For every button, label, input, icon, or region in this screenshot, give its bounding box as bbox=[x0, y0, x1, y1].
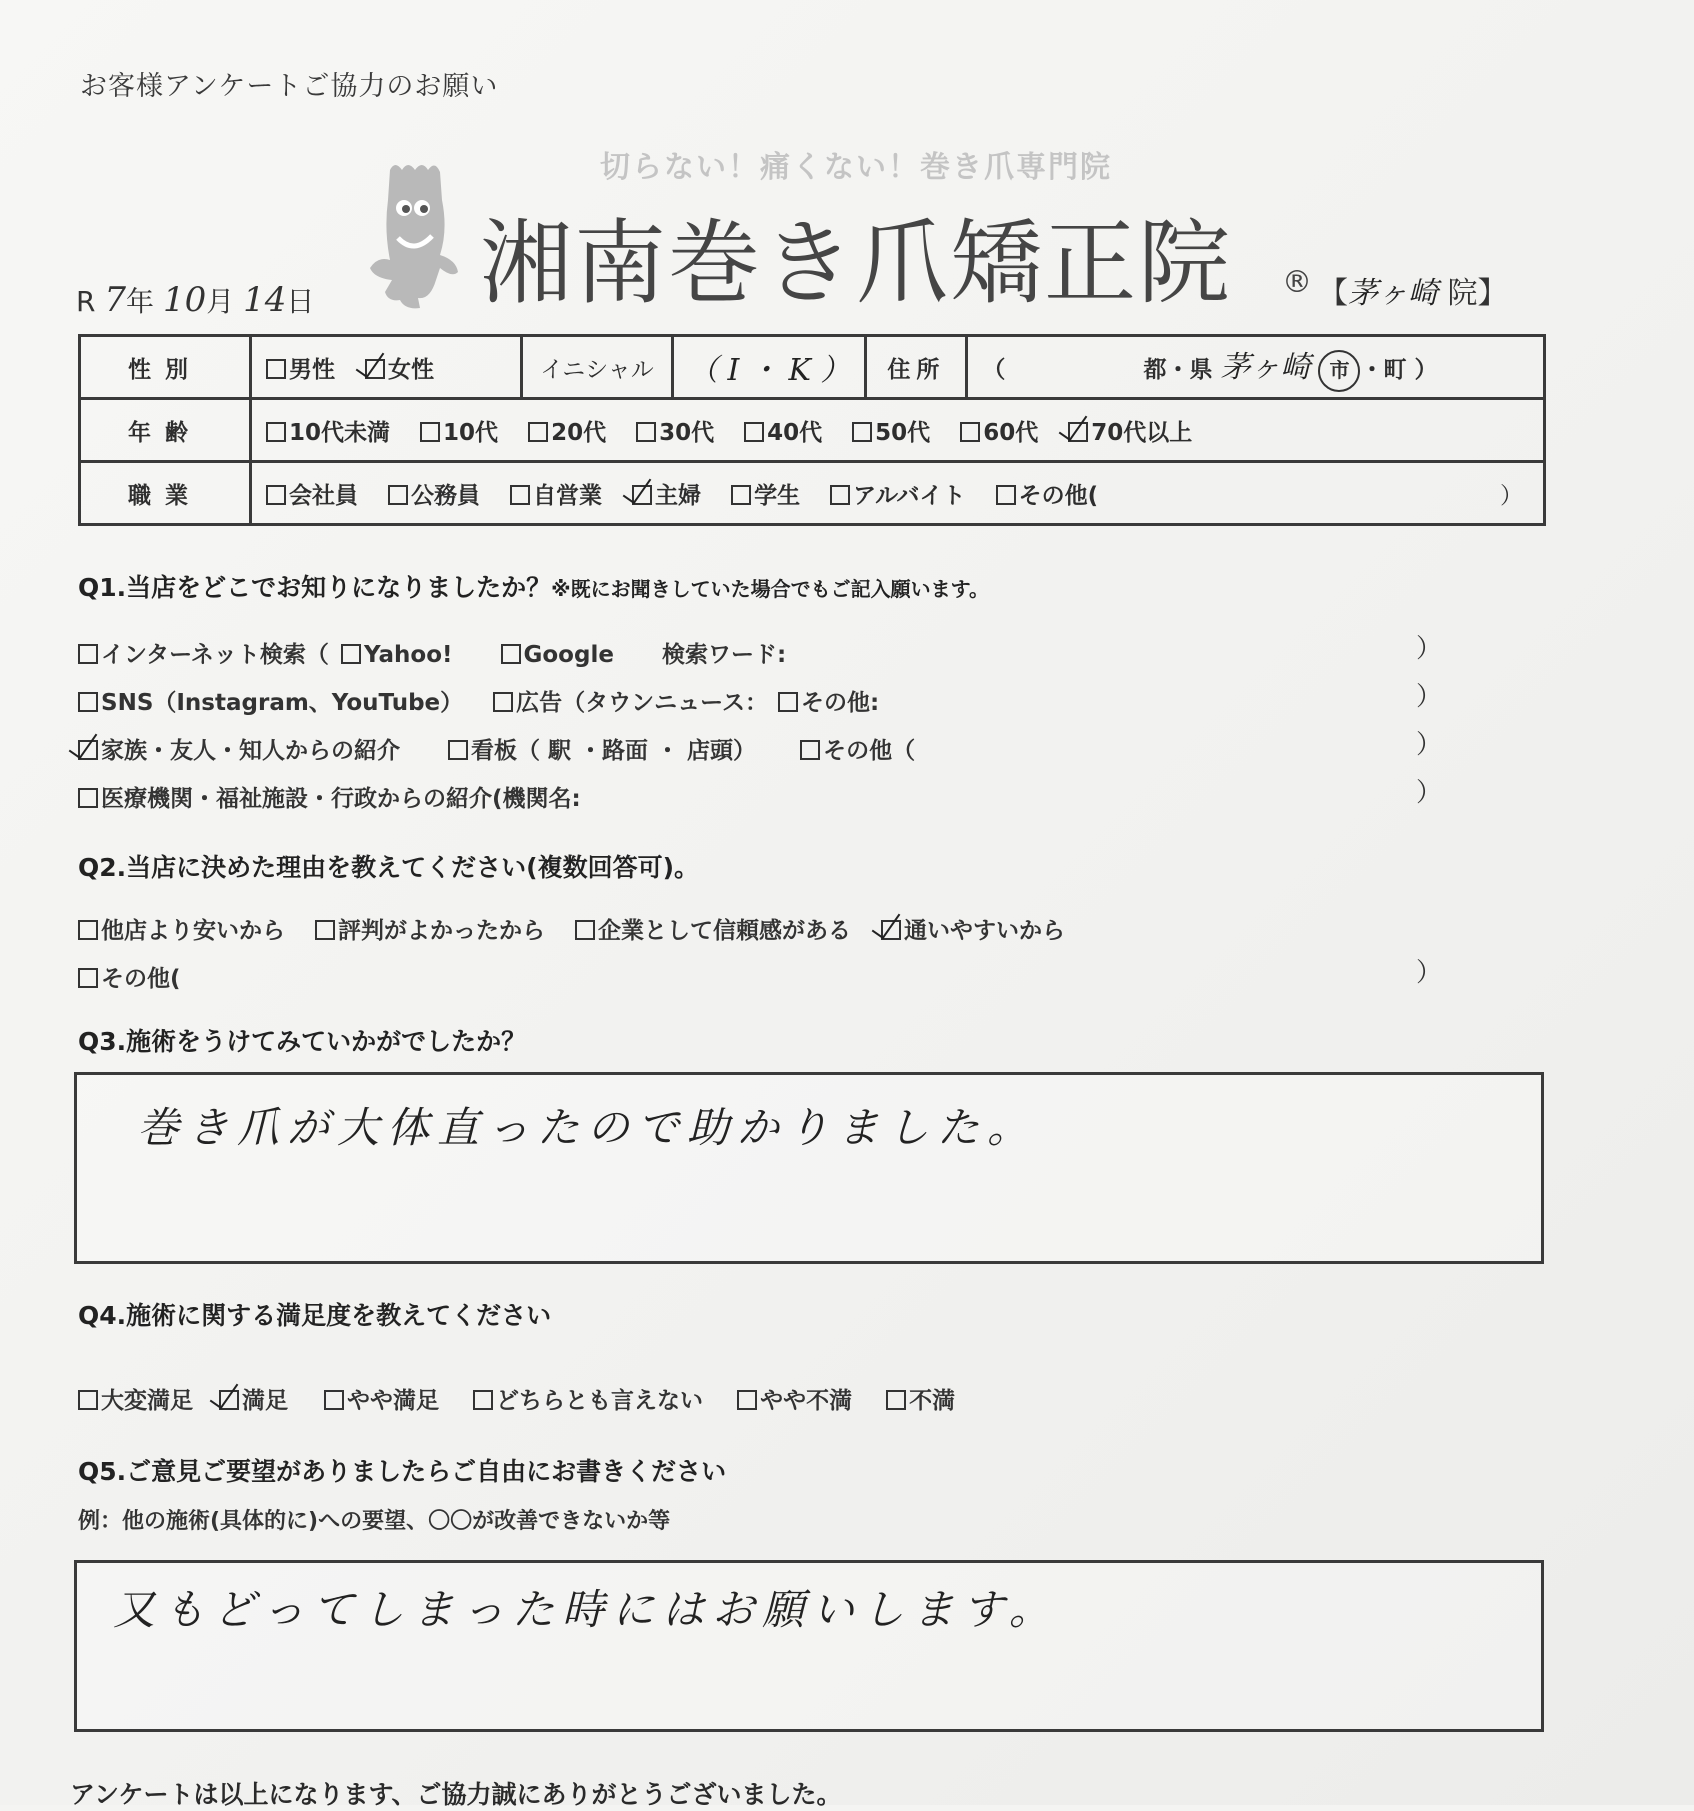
age-options bbox=[251, 399, 1545, 462]
checkbox-icon[interactable] bbox=[78, 1390, 98, 1410]
survey-heading: お客様アンケートご協力のお願い bbox=[80, 71, 499, 102]
age-option[interactable]: 20代 bbox=[528, 414, 606, 447]
q1-line-referral-sign bbox=[78, 732, 937, 765]
q4-options bbox=[78, 1382, 977, 1415]
checkbox-icon[interactable] bbox=[996, 485, 1016, 505]
checkbox-icon[interactable] bbox=[778, 692, 798, 712]
town-label: ・町 bbox=[1360, 357, 1407, 383]
gender-option-female[interactable]: 女性 bbox=[365, 351, 434, 384]
gender-row bbox=[80, 336, 1545, 399]
checkbox-icon[interactable] bbox=[78, 920, 98, 940]
date-year[interactable]: 7 bbox=[104, 280, 127, 320]
q1-option-google[interactable]: Google bbox=[501, 642, 614, 668]
address-label: 住所 bbox=[866, 336, 967, 399]
q1-line-sns-ad bbox=[78, 684, 901, 717]
checkbox-icon[interactable] bbox=[420, 422, 440, 442]
q2-title: Q2.当店に決めた理由を教えてください(複数回答可)。 bbox=[78, 853, 699, 882]
survey-form-page: お客様アンケートご協力のお願い 切らない！痛くない！巻き爪専門院 湘南巻き爪矯正院 ® 【茅ヶ崎 院】 R 7年 10月 14日 性別 男性 女性 イニシャル （ I ・ K ） 住所 （ 都・県 茅ヶ崎 市 ・町 ） 年齢 10代未満 10代 20代 30代 40代 50代 60代 70代以上 職業 会社員 公務員 自営業 主婦 学生 アルバイト その他( ） Q1.当店をどこでお知りになりましたか？※既にお聞きしていた場合でもご記入願います。 インターネット検索（ Yahoo! Google 検索ワード: ） SNS（Instagram、YouTube） 広告（タウンニュース： その他: ） 家族・友人・知人からの紹介 看板（ 駅 ・路面 ・ 店頭） その他（ ） 医療機関・福祉施設・行政からの紹介(機関名: ） Q2.当店に決めた理由を教えてください(複数回答可)。 他店より安いから 評判がよかったから 企業として信頼感がある 通いやすいから その他( ） Q3.施術をうけてみていかがでしたか？ 巻き爪が大体直ったので助かりました。 Q4.施術に関する満足度を教えてください 大変満足 満足 やや満足 どちらとも言えない やや不満 不満 Q5.ご意見ご要望がありましたらご自由にお書きください 例：他の施術(具体的に)への要望、〇〇が改善できないか等 又もどってしまった時にはお願いします。 アンケートは以上になります、ご協力誠にありがとうございました。 bbox=[0, 0, 1694, 1805]
checkbox-icon[interactable] bbox=[78, 788, 98, 808]
mascot-logo-icon bbox=[360, 160, 470, 310]
checkbox-icon[interactable] bbox=[731, 485, 751, 505]
q3-title: Q3.施術をうけてみていかがでしたか？ bbox=[78, 1027, 527, 1056]
checkbox-icon[interactable] bbox=[448, 740, 468, 760]
q3-answer-box[interactable] bbox=[74, 1072, 1544, 1264]
prefecture-label: 都・県 bbox=[1143, 357, 1213, 383]
age-option[interactable]: 10代 bbox=[420, 414, 498, 447]
age-option[interactable]: 40代 bbox=[744, 414, 822, 447]
q4-option-dissatisfied[interactable]: 不満 bbox=[886, 1382, 955, 1415]
checkbox-icon[interactable] bbox=[266, 422, 286, 442]
checkbox-icon[interactable] bbox=[852, 422, 872, 442]
checkbox-icon[interactable] bbox=[324, 1390, 344, 1410]
checkbox-checked-icon[interactable] bbox=[632, 485, 652, 505]
q1-option-ad[interactable]: 広告（タウンニュース： bbox=[493, 684, 768, 717]
branch-label bbox=[1318, 268, 1508, 312]
checkbox-icon[interactable] bbox=[636, 422, 656, 442]
q2-option-cheaper[interactable]: 他店より安いから bbox=[78, 912, 285, 945]
checkbox-checked-icon[interactable] bbox=[219, 1390, 239, 1410]
age-option[interactable]: 60代 bbox=[960, 414, 1038, 447]
checkbox-icon[interactable] bbox=[830, 485, 850, 505]
date-day[interactable]: 14 bbox=[243, 280, 287, 320]
occupation-option-other[interactable]: その他( bbox=[996, 477, 1099, 510]
registered-mark: ® bbox=[1282, 265, 1312, 300]
age-option-70-plus[interactable]: 70代以上 bbox=[1068, 414, 1192, 447]
date-year-unit: 年 bbox=[126, 285, 155, 318]
address-field[interactable]: （ 都・県 茅ヶ崎 市 ・町 ） bbox=[967, 336, 1545, 399]
checkbox-icon[interactable] bbox=[528, 422, 548, 442]
checkbox-icon[interactable] bbox=[78, 692, 98, 712]
checkbox-checked-icon[interactable] bbox=[78, 740, 98, 760]
q4-option-satisfied[interactable]: 満足 bbox=[219, 1382, 288, 1415]
q1-line-internet bbox=[78, 636, 786, 669]
q1-option-yahoo[interactable]: Yahoo! bbox=[341, 642, 453, 668]
checkbox-icon[interactable] bbox=[744, 422, 764, 442]
q2-option-trust[interactable]: 企業として信頼感がある bbox=[575, 912, 851, 945]
checkbox-icon[interactable] bbox=[737, 1390, 757, 1410]
search-word-label: 検索ワード: bbox=[661, 642, 787, 668]
q5-answer-box[interactable] bbox=[74, 1560, 1544, 1732]
q2-option-reputation[interactable]: 評判がよかったから bbox=[315, 912, 545, 945]
q2-option-other[interactable]: その他( bbox=[78, 960, 181, 993]
q5-answer-text: 又もどってしまった時にはお願いします。 bbox=[113, 1585, 1059, 1634]
gender-option-male[interactable]: 男性 bbox=[266, 351, 335, 384]
thank-you-footer: アンケートは以上になります、ご協力誠にありがとうございました。 bbox=[70, 1780, 842, 1809]
q4-option-very-satisfied[interactable]: 大変満足 bbox=[78, 1382, 193, 1415]
gender-label: 性別 bbox=[80, 336, 251, 399]
checkbox-icon[interactable] bbox=[341, 644, 361, 664]
occupation-row bbox=[80, 462, 1545, 525]
age-option[interactable]: 10代未満 bbox=[266, 414, 390, 447]
occupation-option[interactable]: 学生 bbox=[731, 477, 800, 510]
survey-date bbox=[76, 280, 314, 320]
checkbox-icon[interactable] bbox=[266, 485, 286, 505]
q1-option-other[interactable]: その他（ bbox=[800, 732, 915, 765]
branch-suffix: 院】 bbox=[1447, 276, 1508, 311]
checkbox-icon[interactable] bbox=[78, 644, 98, 664]
q4-option-neutral[interactable]: どちらとも言えない bbox=[473, 1382, 703, 1415]
initials-field[interactable]: （ I ・ K ） bbox=[673, 336, 866, 399]
occupation-option[interactable]: アルバイト bbox=[830, 477, 965, 510]
q4-title: Q4.施術に関する満足度を教えてください bbox=[78, 1301, 552, 1330]
checkbox-icon[interactable] bbox=[315, 920, 335, 940]
checkbox-icon[interactable] bbox=[78, 968, 98, 988]
q1-option-internet-search[interactable]: インターネット検索（ bbox=[78, 636, 329, 669]
age-option[interactable]: 30代 bbox=[636, 414, 714, 447]
q1-option-family-referral[interactable]: 家族・友人・知人からの紹介 bbox=[78, 732, 400, 765]
age-label: 年齢 bbox=[80, 399, 251, 462]
checkbox-icon[interactable] bbox=[960, 422, 980, 442]
checkbox-icon[interactable] bbox=[493, 692, 513, 712]
date-era: R bbox=[76, 285, 96, 318]
customer-info-table bbox=[78, 334, 1546, 526]
q1-option-medical-referral[interactable]: 医療機関・福祉施設・行政からの紹介(機関名: bbox=[78, 780, 581, 813]
occupation-option[interactable]: 公務員 bbox=[388, 477, 480, 510]
checkbox-checked-icon[interactable] bbox=[881, 920, 901, 940]
q1-option-sns[interactable]: SNS（Instagram、YouTube） bbox=[78, 684, 463, 717]
q3-answer-text: 巻き爪が大体直ったので助かりました。 bbox=[137, 1103, 1038, 1152]
occupation-option[interactable]: 自営業 bbox=[510, 477, 602, 510]
clinic-tagline: 切らない！痛くない！巻き爪専門院 bbox=[600, 150, 1112, 185]
date-month-unit: 月 bbox=[206, 285, 235, 318]
clinic-name: 湘南巻き爪矯正院 bbox=[480, 210, 1233, 317]
checkbox-icon[interactable] bbox=[501, 644, 521, 664]
checkbox-icon[interactable] bbox=[510, 485, 530, 505]
q1-option-signboard[interactable]: 看板（ 駅 ・路面 ・ 店頭） bbox=[448, 732, 756, 765]
q4-option-somewhat-satisfied[interactable]: やや満足 bbox=[324, 1382, 439, 1415]
q1-option-ad-other[interactable]: その他: bbox=[778, 684, 879, 717]
date-day-unit: 日 bbox=[286, 285, 315, 318]
checkbox-icon[interactable] bbox=[575, 920, 595, 940]
branch-open-bracket: 【 bbox=[1318, 276, 1348, 311]
city-type-circled[interactable]: 市 bbox=[1318, 350, 1360, 392]
q2-other-line bbox=[78, 960, 203, 993]
checkbox-checked-icon[interactable] bbox=[365, 359, 385, 379]
occupation-label: 職業 bbox=[80, 462, 251, 525]
checkbox-icon[interactable] bbox=[473, 1390, 493, 1410]
date-month[interactable]: 10 bbox=[162, 280, 207, 320]
occupation-options: 会社員 公務員 自営業 主婦 学生 アルバイト その他( ） bbox=[251, 462, 1545, 525]
checkbox-icon[interactable] bbox=[388, 485, 408, 505]
q4-option-somewhat-dissatisfied[interactable]: やや不満 bbox=[737, 1382, 852, 1415]
q1-line-medical bbox=[78, 780, 603, 813]
occupation-option-housewife[interactable]: 主婦 bbox=[632, 477, 701, 510]
gender-options bbox=[251, 336, 522, 399]
age-option[interactable]: 50代 bbox=[852, 414, 930, 447]
city-value: 茅ヶ崎 bbox=[1220, 350, 1311, 385]
q2-options bbox=[78, 912, 1087, 945]
age-row bbox=[80, 399, 1545, 462]
checkbox-checked-icon[interactable] bbox=[1068, 422, 1088, 442]
checkbox-icon[interactable] bbox=[886, 1390, 906, 1410]
occupation-option[interactable]: 会社員 bbox=[266, 477, 358, 510]
checkbox-icon[interactable] bbox=[800, 740, 820, 760]
q2-option-accessible[interactable]: 通いやすいから bbox=[881, 912, 1065, 945]
q1-title: Q1.当店をどこでお知りになりましたか？※既にお聞きしていた場合でもご記入願います。 bbox=[78, 573, 989, 602]
checkbox-icon[interactable] bbox=[266, 359, 286, 379]
q5-title: Q5.ご意見ご要望がありましたらご自由にお書きください bbox=[78, 1457, 727, 1486]
branch-name[interactable]: 茅ヶ崎 bbox=[1348, 276, 1438, 311]
initials-label: イニシャル bbox=[522, 336, 673, 399]
q5-example: 例：他の施術(具体的に)への要望、〇〇が改善できないか等 bbox=[78, 1509, 671, 1534]
q1-note: ※既にお聞きしていた場合でもご記入願います。 bbox=[551, 577, 989, 601]
